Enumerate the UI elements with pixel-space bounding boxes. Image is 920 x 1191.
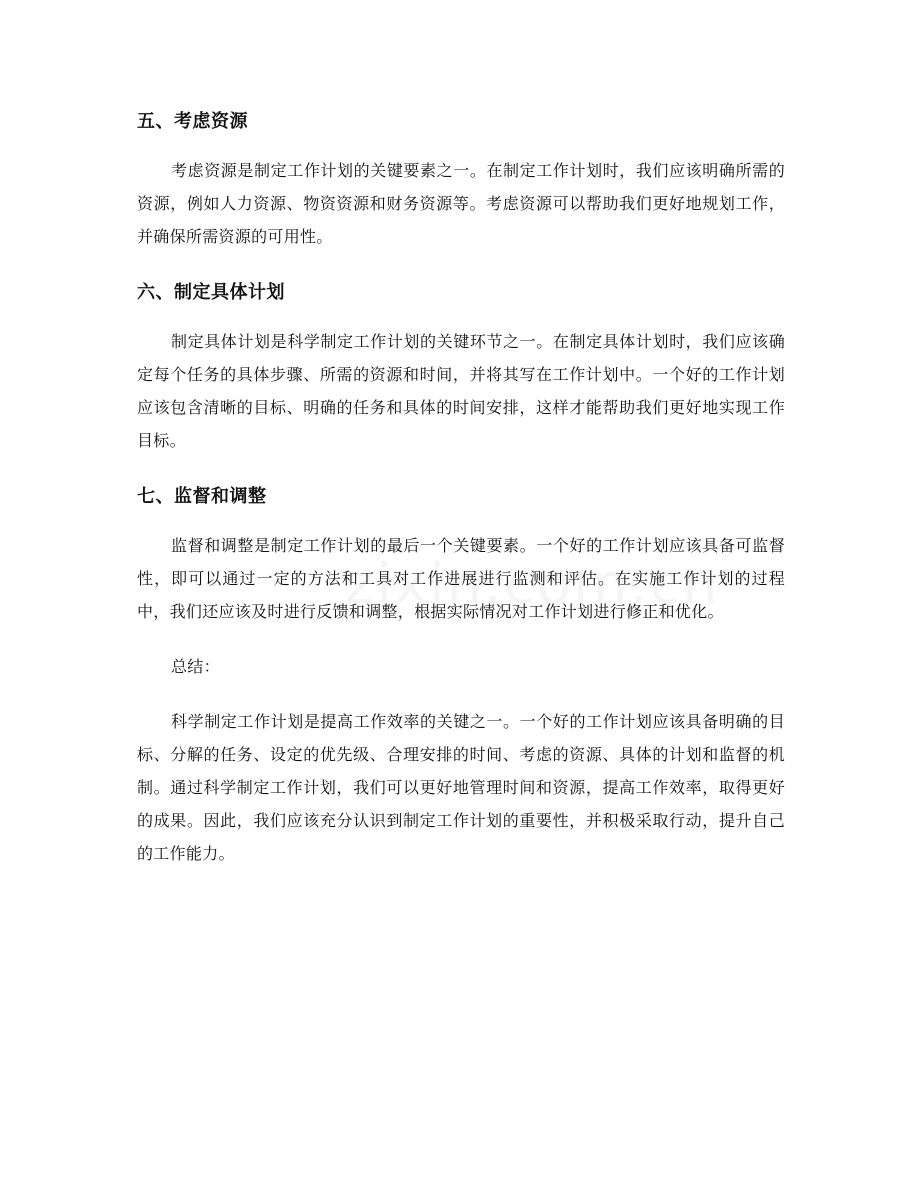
- section-heading-5: 五、考虑资源: [137, 111, 248, 132]
- document-body: [137, 104, 785, 892]
- summary-label: 总结：: [171, 657, 220, 676]
- section-paragraph-6: 制定具体计划是科学制定工作计划的关键环节之一。在制定具体计划时，我们应该确定每个任务的具体步骤、所需的资源和时间，并将其写在工作计划中。一个好的工作计划应该包含清晰的目标、明确的任务和具体的时间安排，这样才能帮助我们更好地实现工作目标。: [137, 332, 785, 450]
- section-paragraph-5: 考虑资源是制定工作计划的关键要素之一。在制定工作计划时，我们应该明确所需的资源，例如人力资源、物资资源和财务资源等。考虑资源可以帮助我们更好地规划工作，并确保所需资源的可用性。: [137, 161, 785, 246]
- summary-paragraph: 科学制定工作计划是提高工作效率的关键之一。一个好的工作计划应该具备明确的目标、分解的任务、设定的优先级、合理安排的时间、考虑的资源、具体的计划和监督的机制。通过科学制定工作计划，我们可以更好地管理时间和资源，提高工作效率，取得更好的成果。因此，我们应该充分认识到制定工作计划的重要性，并积极采取行动，提升自己的工作能力。: [137, 712, 785, 863]
- section-heading-7: 七、监督和调整: [137, 486, 267, 507]
- section-heading-6: 六、制定具体计划: [137, 282, 285, 303]
- section-paragraph-7: 监督和调整是制定工作计划的最后一个关键要素。一个好的工作计划应该具备可监督性，即可以通过一定的方法和工具对工作进展进行监测和评估。在实施工作计划的过程中，我们还应该及时进行反馈和调整，根据实际情况对工作计划进行修正和优化。: [137, 536, 785, 621]
